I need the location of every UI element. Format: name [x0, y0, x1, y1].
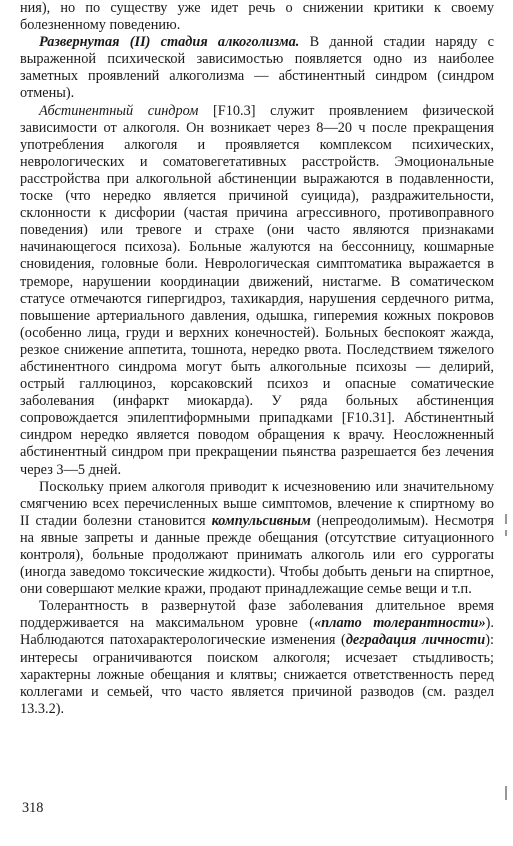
section-heading-inline: Развернутая (II) стадия алкоголизма. [39, 34, 300, 51]
paragraph-stage-two [20, 34, 494, 102]
paragraph-tolerance [20, 598, 494, 718]
text-segment: (непреодолимым). Несмотря на явные запреты и данные прежде обещания (отсутствие ситуационного контроля), больные продолжают принимать алкоголь или его суррогаты (иногда заведомо токсические жидкости). Чтобы добыть деньги на спиртное, они совершают мелкие кражи, продают принадлежащие семье вещи и т.п. [20, 512, 494, 598]
text-segment: ). Наблюдаются патохарактерологические изменения ( [20, 615, 494, 649]
text-segment: В данной стадии наряду с выраженной психической зависимостью появляется одно из наиболее заметных проявлений алкоголизма — абстинентный синдром (синдром отмены). [20, 34, 494, 102]
term-inline: «плато толерантности» [314, 615, 486, 632]
text-segment: Толерантность в развернутой фазе заболевания длительное время поддерживается на максимальном уровне ( [20, 598, 494, 632]
paragraph-compulsive-craving [20, 479, 494, 599]
text-segment: [F10.3] служит проявлением физической зависимости от алкоголя. Он возникает через 8—20 ч после прекращения употребления алкоголя и проявляется комплексом психических, неврологических и соматовегетативных расстройств. Эмоциональные расстройства при алкогольной абстиненции выражаются в подавленности, тоске (что нередко является причиной суицида), раздражительности, склонности к дисфории (частая причина агрессивного, противоправного поведения) или тревоге и страхе (они часто являются признаками начинающегося психоза). Больные жалуются на бессонницу, кошмарные сновидения, головные боли. Неврологическая симптоматика выражается в треморе, нарушении координации движений, нистагме. В соматическом статусе отмечаются гипергидроз, тахикардия, нарушения сердечного ритма, повышение артериального давления, одышка, гиперемия кожных покровов (особенно лица, груди и верхних конечностей). Больных беспокоят жажда, резкое снижение аппетита, тошнота, нередко рвота. Последствием тяжелого абстинентного синдрома могут быть алкогольные психозы — делирий, острый галлюциноз, корсаковский психоз и опасные соматические заболевания (инфаркт миокарда). У ряда больных абстиненция сопровождается эпилептиформными припадками [F10.31]. Абстинентный синдром нередко является поводом обращения к врачу. Неосложненный абстинентный синдром при прекращении пьянства разрешается без лечения через 3—5 дней. [20, 102, 495, 478]
scan-artifact-mark [505, 514, 507, 524]
text-segment: ): интересы ограничиваются поиском алкоголя; исчезает стыдливость; характерны ложные обещания и клятвы; снижается ответственность перед коллегами и семьей, что часто является причиной разводов (см. раздел 13.3.2). [20, 632, 494, 717]
paragraph-continuation [20, 0, 494, 34]
page-number: 318 [22, 800, 44, 816]
term-inline: компульсивным [211, 512, 311, 529]
scan-artifact-mark [505, 530, 507, 536]
page-body [20, 0, 494, 718]
term-inline: Абстинентный синдром [39, 102, 199, 119]
text-segment: Поскольку прием алкоголя приводит к исчезновению или значительному смягчению всех перечисленных выше симптомов, влечение к спиртному во II стадии болезни становится [20, 478, 494, 529]
text-segment: ния), но по существу уже идет речь о снижении критики к своему болезненному поведению. [20, 0, 494, 34]
scan-artifact-mark [505, 786, 507, 800]
paragraph-withdrawal-syndrome [20, 103, 494, 479]
term-inline: деградация личности [345, 632, 486, 649]
